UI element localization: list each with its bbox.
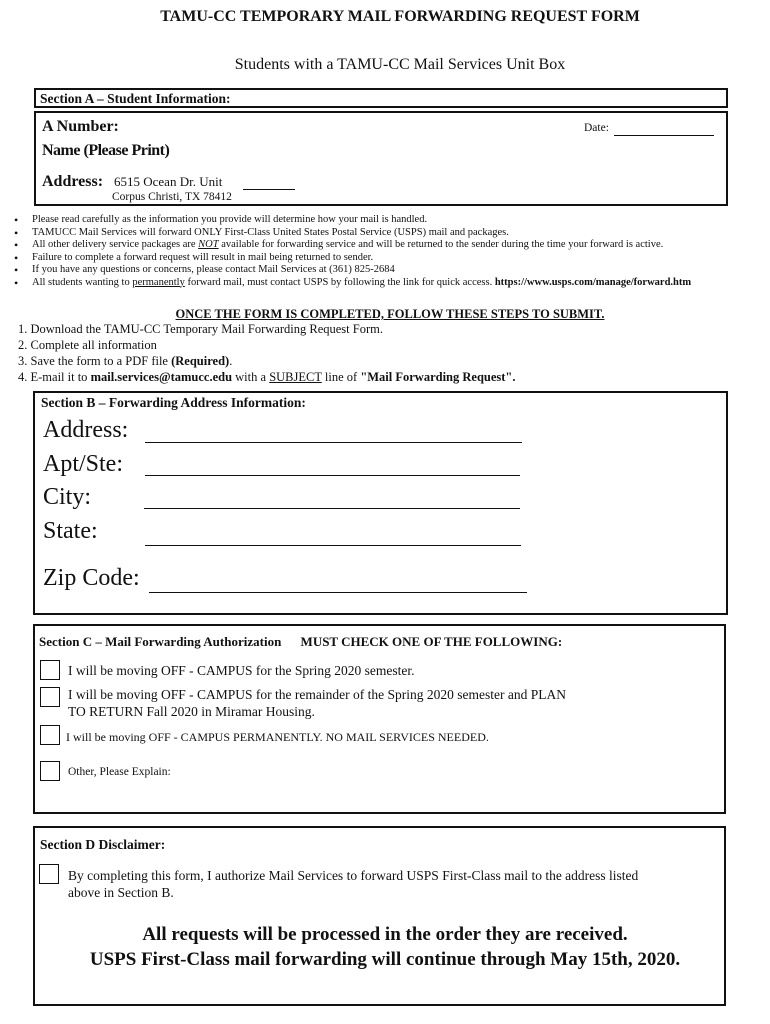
option-other: Other, Please Explain:: [68, 766, 171, 778]
required-note: (Required): [171, 354, 230, 368]
zip-field[interactable]: [149, 592, 527, 593]
section-c-box: [33, 624, 726, 814]
note-emphasis-permanently: permanently: [132, 276, 185, 288]
steps-list: [10, 321, 750, 385]
zip-label: Zip Code:: [43, 565, 140, 591]
step-item: 4. E-mail it to mail.services@tamucc.edu with a SUBJECT line of "Mail Forwarding Request".: [18, 370, 516, 384]
consent-checkbox[interactable]: [39, 864, 59, 884]
step-item: 3. Save the form to a PDF file (Required).: [18, 354, 233, 368]
address-line-1: 6515 Ocean Dr. Unit: [114, 174, 223, 189]
note-item: • All students wanting to permanently forward mail, must contact USPS by following the link for quick access. https://www.usps.com/manage/forward.htm: [10, 277, 760, 290]
option-permanent: I will be moving OFF - CAMPUS PERMANENTLY. NO MAIL SERVICES NEEDED.: [66, 730, 489, 744]
date-label: Date:: [584, 122, 609, 134]
submit-email[interactable]: mail.services@tamucc.edu: [90, 370, 233, 384]
name-label: Name (Please Print): [42, 142, 170, 159]
form-title: TAMU-CC TEMPORARY MAIL FORWARDING REQUEST FORM: [160, 8, 640, 25]
note-item: • Failure to complete a forward request will result in mail being returned to sender.: [10, 252, 760, 265]
step-item: 2. Complete all information: [18, 338, 157, 352]
address-label: Address:: [42, 173, 104, 190]
spring-offcampus-checkbox[interactable]: [40, 660, 60, 680]
forward-address-field[interactable]: [145, 442, 522, 443]
apt-field[interactable]: [145, 475, 520, 476]
consent-text: By completing this form, I authorize Mail Services to forward USPS First-Class mail to the address listed above in Section B.: [68, 868, 639, 900]
section-d-heading: Section D Disclaimer:: [40, 837, 166, 852]
option-return-fall: I will be moving OFF - CAMPUS for the remainder of the Spring 2020 semester and PLAN TO RETURN Fall 2020 in Miramar Housing.: [68, 687, 566, 719]
subject-value: "Mail Forwarding Request".: [360, 370, 516, 384]
state-field[interactable]: [145, 545, 521, 546]
state-label: State:: [43, 518, 98, 544]
city-label: City:: [43, 484, 92, 510]
notes-list: [10, 214, 760, 289]
other-checkbox[interactable]: [40, 761, 60, 781]
note-item: • TAMUCC Mail Services will forward ONLY First-Class United States Postal Service (USPS) mail and packages.: [10, 227, 760, 240]
usps-forward-link[interactable]: https://www.usps.com/manage/forward.htm: [494, 276, 692, 288]
step-item: 1. Download the TAMU-CC Temporary Mail Forwarding Request Form.: [18, 322, 383, 336]
must-check-note: MUST CHECK ONE OF THE FOLLOWING:: [300, 634, 563, 649]
unit-number-field[interactable]: [243, 189, 295, 190]
return-fall-checkbox[interactable]: [40, 687, 60, 707]
permanent-checkbox[interactable]: [40, 725, 60, 745]
section-b-heading: Section B – Forwarding Address Information:: [41, 395, 306, 410]
section-a-box: [34, 111, 728, 206]
note-item: • If you have any questions or concerns, please contact Mail Services at (361) 825-2684: [10, 264, 760, 277]
option-spring-offcampus: I will be moving OFF - CAMPUS for the Spring 2020 semester.: [68, 663, 415, 678]
steps-heading: ONCE THE FORM IS COMPLETED, FOLLOW THESE STEPS TO SUBMIT.: [175, 307, 605, 321]
note-item: • Please read carefully as the information you provide will determine how your mail is handled.: [10, 214, 760, 227]
forwarding-end-notice: USPS First-Class mail forwarding will continue through May 15th, 2020.: [89, 949, 681, 970]
form-subtitle: Students with a TAMU-CC Mail Services Unit Box: [234, 56, 566, 73]
city-field[interactable]: [144, 508, 520, 509]
note-item: • All other delivery service packages are NOT available for forwarding service and will be returned to the sender during the time your forward is active.: [10, 239, 760, 252]
section-b-box: [33, 391, 728, 615]
date-field[interactable]: [614, 135, 714, 136]
section-c-heading: Section C – Mail Forwarding Authorization MUST CHECK ONE OF THE FOLLOWING:: [39, 634, 563, 649]
note-emphasis-not: NOT: [198, 239, 219, 250]
forward-address-label: Address:: [43, 417, 129, 443]
processing-notice: All requests will be processed in the order they are received.: [142, 924, 628, 945]
address-line-2: Corpus Christi, TX 78412: [112, 191, 232, 203]
section-d-box: [33, 826, 726, 1006]
section-a-heading: Section A – Student Information:: [34, 88, 728, 108]
apt-label: Apt/Ste:: [43, 451, 124, 477]
a-number-label: A Number:: [42, 118, 119, 135]
